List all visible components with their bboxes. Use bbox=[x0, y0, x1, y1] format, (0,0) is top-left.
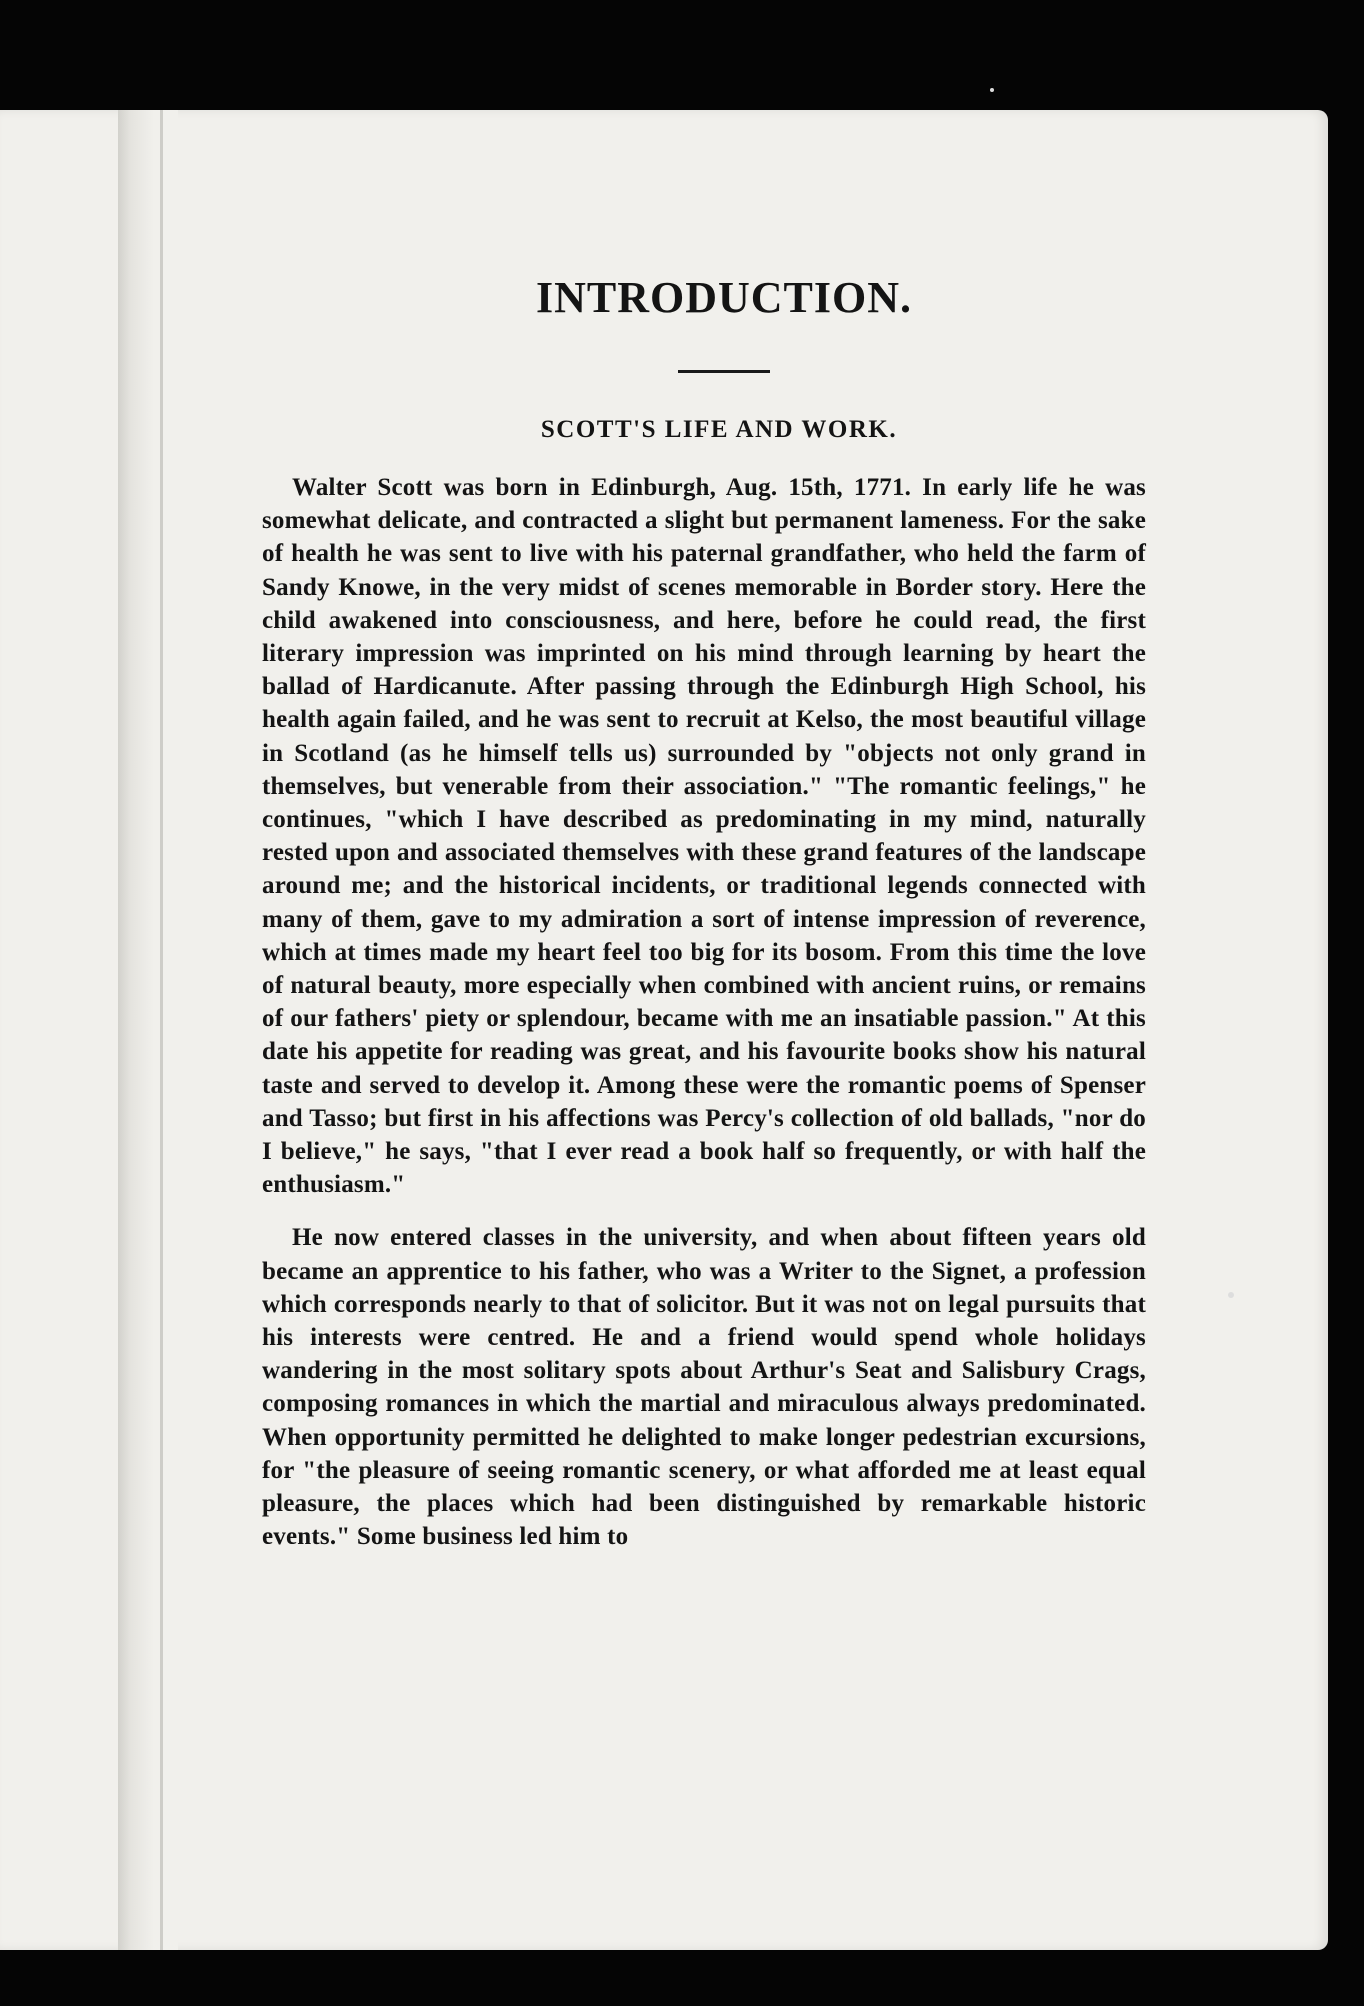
speck-mark bbox=[1228, 1292, 1234, 1298]
page-gutter bbox=[118, 110, 178, 1950]
title-rule bbox=[678, 370, 770, 373]
page-content bbox=[262, 270, 1146, 1554]
body-paragraph: He now entered classes in the university, and when about fifteen years old became an apprentice to his father, who was a Writer to the Signet, a profession which corresponds nearly to that of solicitor. But it was not on legal pursuits that his interests were centred. He and a friend would spend whole holidays wandering in the most solitary spots about Arthur's Seat and Salisbury Crags, composing romances in which the martial and miraculous always predominated. When opportunity permitted he delighted to make longer pedestrian excursions, for "the pleasure of seeing romantic scenery, or what afforded me at least equal pleasure, the places which had been distinguished by remarkable historic events." Some business led him to bbox=[262, 1224, 1146, 1551]
gutter-fold-line bbox=[160, 110, 163, 1950]
body-paragraph: Walter Scott was born in Edinburgh, Aug. 15th, 1771. In early life he was somewhat delicate, and contracted a slight but permanent lameness. For the sake of health he was sent to live with his paternal grandfather, who held the farm of Sandy Knowe, in the very midst of scenes memorable in Border story. Here the child awakened into consciousness, and here, before he could read, the first literary impression was imprinted on his mind through learning by heart the ballad of Hardicanute. After passing through the Edinburgh High School, his health again failed, and he was sent to recruit at Kelso, the most beautiful village in Scotland (as he himself tells us) surrounded by "objects not only grand in themselves, but venerable from their association." "The romantic feelings," he continues, "which I have described as predominating in my mind, naturally rested upon and associated themselves with these grand features of the landscape around me; and the historical incidents, or traditional legends connected with many of them, gave to my admiration a sort of intense impression of reverence, which at times made my heart feel too big for its bosom. From this time the love of natural beauty, more especially when combined with ancient ruins, or remains of our fathers' piety or splendour, became with me an insatiable passion." At this date his appetite for reading was great, and his favourite books show his natural taste and served to develop it. Among these were the romantic poems of Spenser and Tasso; but first in his affections was Percy's collection of old ballads, "nor do I believe," he says, "that I ever read a book half so frequently, or with half the enthusiasm." bbox=[262, 474, 1146, 1199]
section-heading: SCOTT'S LIFE AND WORK. bbox=[540, 416, 898, 443]
speck-mark bbox=[990, 88, 994, 92]
page-title: INTRODUCTION. bbox=[535, 273, 913, 322]
